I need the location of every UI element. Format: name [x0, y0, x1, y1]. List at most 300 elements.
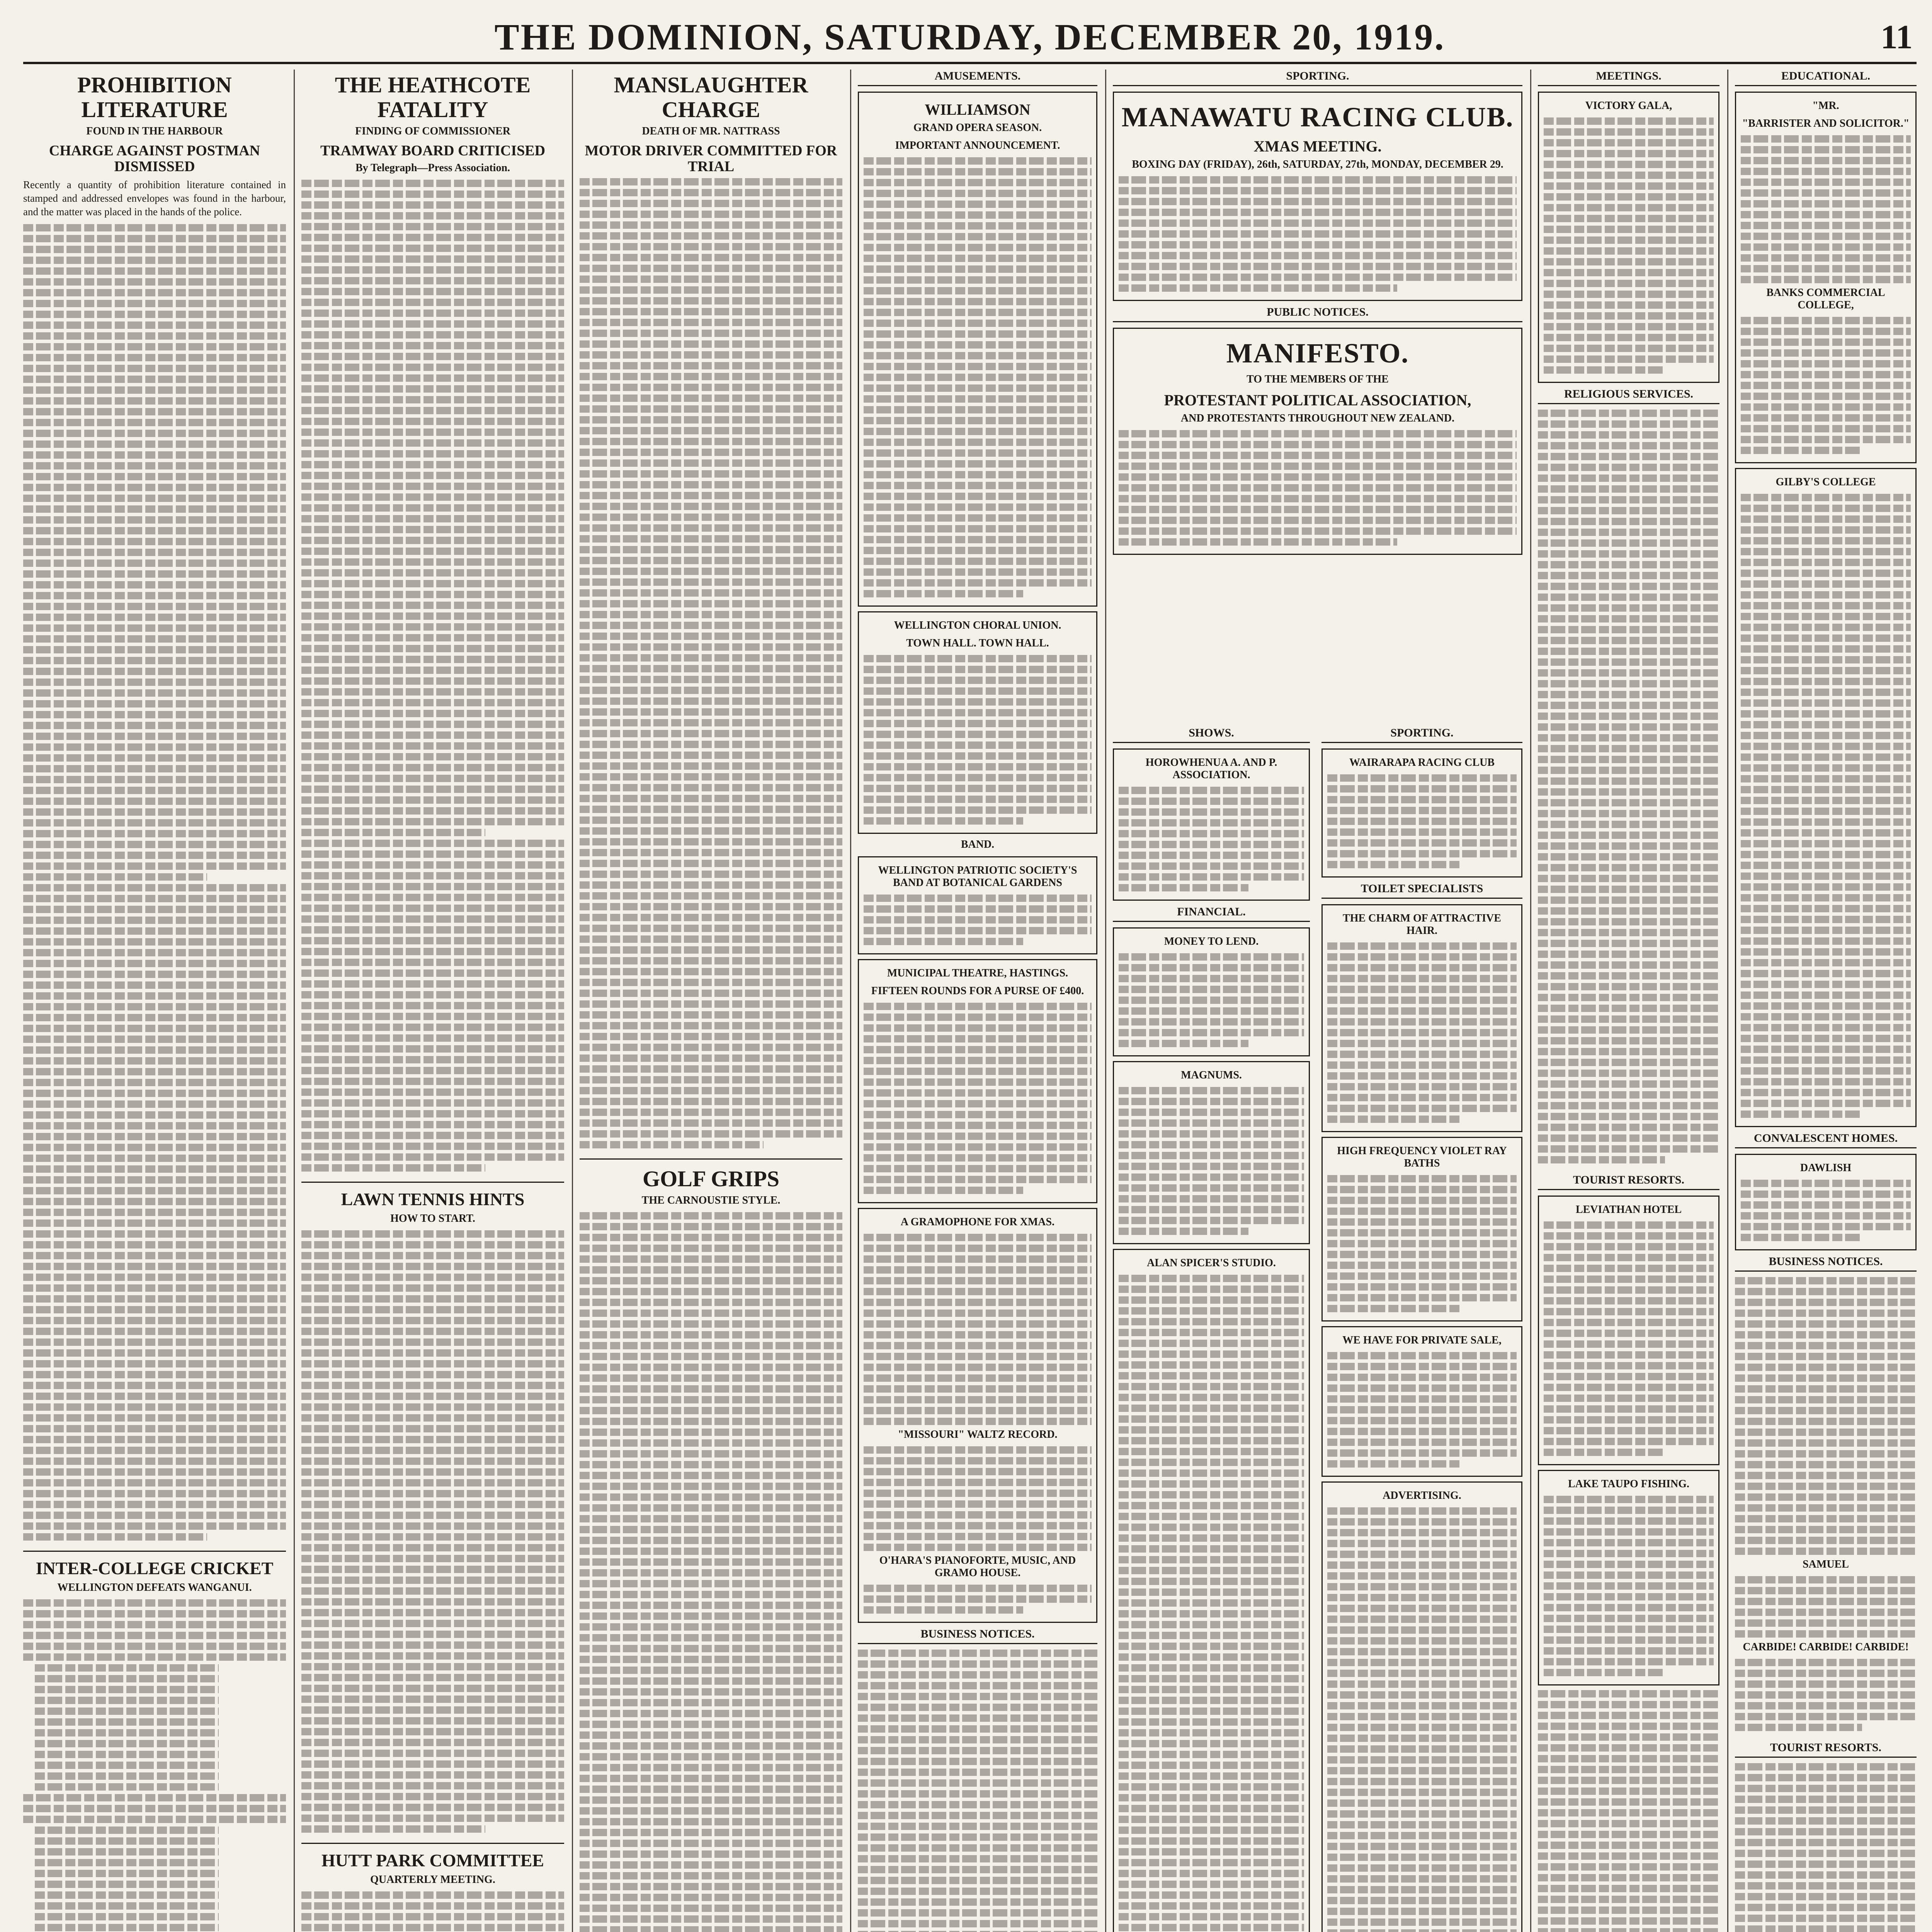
- text-line: [1735, 1724, 1862, 1731]
- text-line: [1735, 1702, 1917, 1709]
- manslaughter-body: [580, 178, 842, 1148]
- text-line: [580, 881, 842, 889]
- text-line: [1538, 420, 1719, 428]
- headline-postman: CHARGE AGAINST POSTMAN DISMISSED: [49, 142, 260, 175]
- text-line: [1741, 1056, 1911, 1064]
- text-line: [301, 710, 564, 717]
- ad-grand-opera: GRAND OPERA SEASON.: [913, 122, 1042, 134]
- text-line: [1538, 1820, 1719, 1827]
- text-line: [580, 1645, 842, 1652]
- newspaper-page: [23, 12, 1917, 1932]
- text-line: [1119, 1480, 1304, 1488]
- text-line: [864, 1342, 1092, 1349]
- text-line: [858, 1650, 1097, 1657]
- text-line: [23, 267, 286, 275]
- text-line: [864, 1024, 1092, 1032]
- text-line: [1119, 1152, 1304, 1159]
- text-line: [1538, 669, 1719, 677]
- text-line: [1327, 1240, 1517, 1247]
- text-line: [864, 222, 1092, 230]
- text-line: [1327, 1507, 1517, 1515]
- text-line: [301, 905, 564, 912]
- ad-patriotic-title: WELLINGTON PATRIOTIC SOCIETY'S BAND AT BOTANICAL GARDENS: [878, 864, 1077, 889]
- text-line: [1119, 252, 1517, 259]
- text-line: [35, 1848, 219, 1855]
- text-line: [580, 286, 842, 294]
- text-line: [23, 646, 286, 653]
- text-line: [1327, 1439, 1517, 1446]
- text-line: [301, 775, 564, 782]
- text-line: [1544, 1507, 1714, 1514]
- text-line: [864, 558, 1092, 565]
- text-line: [1735, 1407, 1917, 1414]
- text-line: [580, 1861, 842, 1869]
- text-line: [580, 578, 842, 586]
- text-line: [1119, 830, 1304, 837]
- text-line: [580, 254, 842, 261]
- text-line: [858, 1898, 1097, 1906]
- headline-golf-grips: GOLF GRIPS: [643, 1166, 779, 1192]
- text-line: [1119, 506, 1517, 513]
- text-line: [1538, 485, 1719, 493]
- text-line: [301, 937, 564, 944]
- text-line: [858, 1693, 1097, 1700]
- text-line: [580, 1374, 842, 1382]
- text-line: [1119, 187, 1517, 194]
- text-line: [301, 299, 564, 306]
- text-line: [864, 298, 1092, 305]
- text-line: [864, 341, 1092, 349]
- text-line: [1538, 496, 1719, 503]
- text-line: [864, 1187, 1023, 1194]
- text-line: [1119, 176, 1517, 184]
- ad-violet-ray: [1321, 1137, 1522, 1321]
- text-line: [580, 1130, 842, 1138]
- text-line: [23, 689, 286, 697]
- text-line: [1544, 1373, 1714, 1380]
- text-line: [1119, 1578, 1304, 1585]
- text-line: [1327, 1251, 1517, 1258]
- text-line: [864, 1385, 1092, 1393]
- carbide-title: CARBIDE! CARBIDE! CARBIDE!: [1743, 1641, 1909, 1653]
- section-public-notices: PUBLIC NOTICES.: [1113, 306, 1522, 322]
- text-line: [301, 1620, 564, 1627]
- text-line: [301, 1002, 564, 1009]
- text-line: [1119, 209, 1517, 216]
- text-line: [580, 1905, 842, 1912]
- text-line: [580, 1098, 842, 1105]
- text-line: [23, 711, 286, 718]
- text-line: [1327, 1029, 1517, 1036]
- text-line: [1119, 1588, 1304, 1596]
- masthead-title: THE DOMINION, SATURDAY, DECEMBER 20, 1919.: [494, 16, 1446, 58]
- text-line: [1119, 1643, 1304, 1650]
- text-line: [1119, 1545, 1304, 1553]
- text-line: [23, 668, 286, 675]
- text-line: [1327, 1283, 1517, 1291]
- text-line: [23, 927, 286, 935]
- text-line: [864, 1585, 1092, 1592]
- text-line: [301, 667, 564, 674]
- text-line: [1741, 360, 1911, 367]
- text-line: [580, 1634, 842, 1641]
- text-line: [580, 1850, 842, 1858]
- text-line: [580, 449, 842, 456]
- text-line: [23, 354, 286, 361]
- text-line: [864, 1353, 1092, 1360]
- text-line: [23, 451, 286, 459]
- ad-horowhenua: [1113, 748, 1310, 901]
- text-line: [301, 764, 564, 771]
- text-line: [301, 1045, 564, 1053]
- text-line: [1741, 634, 1911, 642]
- text-line: [301, 861, 564, 869]
- text-line: [1327, 997, 1517, 1004]
- text-line: [1538, 1690, 1719, 1697]
- text-line: [1119, 1087, 1304, 1094]
- text-line: [1544, 1626, 1714, 1633]
- text-line: [580, 351, 842, 359]
- text-line: [864, 905, 1092, 913]
- text-line: [23, 808, 286, 816]
- text-line: [580, 1548, 842, 1555]
- text-line: [580, 276, 842, 283]
- text-line: [23, 257, 286, 264]
- text-line: [864, 1234, 1092, 1241]
- text-line: [301, 1793, 564, 1800]
- text-line: [1538, 1874, 1719, 1881]
- text-line: [1119, 1848, 1304, 1855]
- text-line: [1538, 594, 1719, 601]
- text-line: [1327, 1832, 1517, 1839]
- text-line: [23, 776, 286, 783]
- text-line: [864, 895, 1092, 902]
- text-line: [301, 1533, 564, 1541]
- text-line: [23, 841, 286, 848]
- text-line: [1327, 1605, 1517, 1612]
- text-line: [1119, 1228, 1248, 1235]
- text-line: [1538, 561, 1719, 568]
- text-line: [301, 1913, 564, 1920]
- text-line: [1741, 883, 1911, 891]
- text-line: [1741, 393, 1911, 400]
- text-line: [1538, 1113, 1719, 1120]
- text-line: [1735, 1526, 1917, 1533]
- text-line: [301, 1328, 564, 1335]
- text-line: [23, 505, 286, 513]
- text-line: [1119, 1459, 1304, 1466]
- text-line: [1327, 1363, 1517, 1370]
- text-line: [1119, 953, 1304, 961]
- text-line: [301, 1263, 564, 1270]
- text-line: [864, 406, 1092, 413]
- text-line: [1544, 1571, 1714, 1579]
- text-line: [1119, 1350, 1304, 1358]
- text-line: [1538, 756, 1719, 763]
- text-line: [1119, 1415, 1304, 1423]
- text-line: [301, 591, 564, 598]
- text-line: [1735, 1429, 1917, 1436]
- text-line: [1741, 276, 1911, 283]
- text-line: [23, 300, 286, 307]
- text-line: [23, 700, 286, 707]
- text-line: [1538, 1701, 1719, 1708]
- text-line: [1119, 241, 1517, 248]
- text-line: [1538, 777, 1719, 785]
- text-line: [1544, 1528, 1714, 1536]
- subhead-how-to-start: HOW TO START.: [390, 1212, 475, 1225]
- text-line: [580, 308, 842, 315]
- text-line: [580, 1141, 764, 1148]
- text-line: [301, 1641, 564, 1649]
- text-line: [301, 353, 564, 360]
- columns: [23, 70, 1917, 1932]
- text-line: [1741, 157, 1911, 164]
- text-line: [1327, 1691, 1517, 1699]
- text-line: [1741, 537, 1911, 544]
- text-line: [1538, 1885, 1719, 1892]
- text-line: [301, 364, 564, 371]
- text-line: [864, 1606, 1023, 1614]
- text-line: [301, 677, 564, 685]
- text-line: [1327, 1083, 1517, 1090]
- text-line: [1741, 613, 1911, 620]
- barrister-line: "BARRISTER AND SOLICITOR.": [1742, 117, 1910, 129]
- text-line: [301, 915, 564, 923]
- text-line: [1735, 1374, 1917, 1382]
- text-line: [301, 1436, 564, 1443]
- text-line: [1544, 172, 1714, 179]
- text-line: [301, 1338, 564, 1346]
- text-line: [1741, 526, 1911, 534]
- text-line: [580, 319, 842, 326]
- text-line: [23, 1458, 286, 1465]
- column-1: [23, 70, 286, 1932]
- text-line: [23, 1632, 286, 1639]
- text-line: [23, 1155, 286, 1162]
- text-line: [1119, 1686, 1304, 1693]
- text-line: [580, 1829, 842, 1836]
- text-line: [864, 796, 1092, 803]
- text-line: [858, 1736, 1097, 1743]
- text-line: [1741, 667, 1911, 674]
- text-line: [1735, 1893, 1917, 1900]
- text-line: [301, 190, 564, 198]
- byline: By Telegraph—Press Association.: [355, 162, 510, 174]
- text-line: [864, 1133, 1092, 1140]
- text-line: [1538, 410, 1719, 417]
- text-line: [1735, 1839, 1917, 1846]
- text-line: [23, 365, 286, 372]
- text-line: [580, 1612, 842, 1620]
- text-line: [1741, 970, 1911, 977]
- text-line: [864, 1111, 1092, 1118]
- text-line: [580, 1883, 842, 1890]
- text-line: [580, 1580, 842, 1587]
- text-line: [864, 1176, 1092, 1183]
- text-line: [1538, 1037, 1719, 1044]
- text-line: [301, 1577, 564, 1584]
- text-line: [864, 1078, 1092, 1086]
- text-line: [23, 516, 286, 524]
- text-line: [35, 1891, 219, 1899]
- text-line: [301, 656, 564, 663]
- text-line: [1741, 570, 1911, 577]
- text-line: [1544, 1405, 1714, 1413]
- text-line: [580, 762, 842, 770]
- article-body: [23, 224, 286, 1541]
- text-line: [301, 926, 564, 934]
- text-line: [1544, 1427, 1714, 1434]
- text-line: [1741, 916, 1911, 923]
- text-line: [1327, 1756, 1517, 1764]
- ad-waltz: "MISSOURI" WALTZ RECORD.: [898, 1429, 1058, 1440]
- text-line: [301, 840, 564, 847]
- text-line: [1119, 1664, 1304, 1672]
- text-line: [1741, 447, 1860, 454]
- text-line: [580, 1807, 842, 1815]
- text-line: [1741, 233, 1911, 240]
- text-line: [1538, 1733, 1719, 1741]
- text-line: [1735, 1861, 1917, 1868]
- text-line: [1327, 1648, 1517, 1655]
- text-line: [23, 235, 286, 242]
- text-line: [1119, 1805, 1304, 1812]
- text-line: [23, 624, 286, 632]
- text-line: [1544, 280, 1714, 287]
- text-line: [1119, 1163, 1304, 1170]
- headline-motor-driver: MOTOR DRIVER COMMITTED FOR TRIAL: [585, 142, 837, 175]
- text-line: [23, 679, 286, 686]
- text-line: [580, 1872, 842, 1879]
- text-line: [1119, 798, 1304, 805]
- text-line: [864, 330, 1092, 338]
- text-line: [23, 289, 286, 296]
- text-line: [580, 1119, 842, 1127]
- text-line: [1119, 1329, 1304, 1336]
- text-line: [301, 1382, 564, 1389]
- text-line: [1741, 146, 1911, 153]
- text-line: [301, 1815, 564, 1822]
- text-line: [1119, 1394, 1304, 1401]
- text-line: [1327, 964, 1517, 971]
- text-line: [1538, 713, 1719, 720]
- article-intro: Recently a quantity of prohibition literature contained in stamped and addressed envelopes was found in the harbour, and the matter was placed in the hands of the police.: [23, 179, 286, 218]
- text-line: [1741, 1046, 1911, 1053]
- text-line: [35, 1762, 219, 1769]
- text-line: [1327, 1908, 1517, 1915]
- text-line: [23, 1295, 286, 1303]
- text-line: [864, 1407, 1092, 1414]
- text-line: [1327, 1262, 1517, 1269]
- text-line: [858, 1812, 1097, 1819]
- text-line: [1327, 807, 1517, 814]
- text-line: [301, 602, 564, 609]
- text-line: [1544, 323, 1714, 330]
- text-line: [301, 1143, 564, 1150]
- text-line: [1538, 1124, 1719, 1131]
- text-line: [858, 1833, 1097, 1841]
- text-line: [23, 1805, 286, 1812]
- text-line: [301, 537, 564, 544]
- text-line: [23, 906, 286, 913]
- text-line: [23, 549, 286, 556]
- text-line: [1544, 1561, 1714, 1568]
- divider: [23, 1551, 286, 1552]
- text-line: [864, 471, 1092, 478]
- text-line: [23, 1349, 286, 1357]
- text-line: [1741, 265, 1911, 272]
- magnums-title: MAGNUMS.: [1181, 1069, 1242, 1081]
- text-line: [1538, 1798, 1719, 1806]
- text-line: [1119, 441, 1517, 448]
- text-line: [1538, 626, 1719, 633]
- text-line: [1119, 1729, 1304, 1736]
- text-line: [1741, 403, 1911, 411]
- text-line: [1735, 1817, 1917, 1825]
- text-line: [580, 957, 842, 964]
- text-line: [1327, 953, 1517, 961]
- text-line: [858, 1790, 1097, 1798]
- text-line: [1327, 1799, 1517, 1807]
- text-line: [1119, 1426, 1304, 1434]
- text-line: [1119, 1340, 1304, 1347]
- text-line: [301, 1782, 564, 1789]
- text-line: [1538, 1070, 1719, 1077]
- text-line: [23, 722, 286, 729]
- text-line: [1544, 247, 1714, 255]
- text-line: [580, 395, 842, 402]
- text-line: [580, 979, 842, 986]
- text-line: [864, 1310, 1092, 1317]
- ad-band-head: BAND.: [961, 838, 995, 850]
- text-line: [1119, 1762, 1304, 1769]
- text-line: [1538, 1145, 1719, 1153]
- text-line: [864, 493, 1092, 500]
- text-line: [580, 687, 842, 694]
- text-line: [1538, 1102, 1719, 1109]
- text-line: [301, 1078, 564, 1085]
- text-line: [301, 1891, 564, 1899]
- text-line: [23, 1036, 286, 1043]
- text-line: [580, 178, 842, 185]
- text-line: [1538, 799, 1719, 806]
- text-line: [580, 1894, 842, 1901]
- text-line: [1735, 1439, 1917, 1447]
- text-line: [580, 1320, 842, 1328]
- subhead-harbour: FOUND IN THE HARBOUR: [86, 125, 223, 137]
- section-business-notices: BUSINESS NOTICES.: [858, 1628, 1097, 1644]
- text-line: [23, 1328, 286, 1335]
- text-line: [1327, 1116, 1460, 1123]
- text-line: [1327, 1626, 1517, 1634]
- text-line: [1119, 975, 1304, 982]
- text-line: [864, 817, 1023, 825]
- text-line: [864, 709, 1092, 716]
- text-line: [580, 903, 842, 910]
- text-line: [23, 981, 286, 989]
- text-line: [1544, 1232, 1714, 1240]
- text-line: [301, 991, 564, 998]
- text-line: [1741, 1035, 1911, 1042]
- hutt-body: [301, 1891, 564, 1932]
- text-line: [1119, 1653, 1304, 1661]
- text-line: [1544, 236, 1714, 244]
- text-line: [301, 180, 564, 187]
- text-line: [1119, 1206, 1304, 1213]
- text-line: [1741, 678, 1911, 685]
- text-line: [580, 838, 842, 845]
